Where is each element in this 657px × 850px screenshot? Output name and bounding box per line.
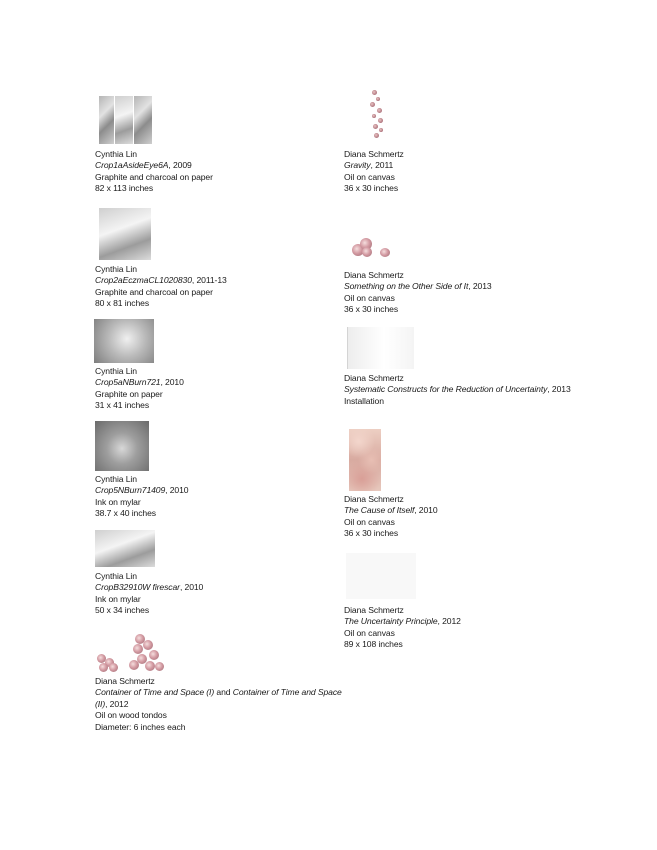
artwork-title: Systematic Constructs for the Reduction of Uncertainty xyxy=(344,384,548,395)
artwork-title: Crop5NBurn71409 xyxy=(95,485,166,496)
artwork-thumbnail-gravity xyxy=(362,88,392,144)
artist-name: Cynthia Lin xyxy=(95,474,137,484)
artwork-size: 82 x 113 inches xyxy=(95,183,154,194)
artwork-thumbnail-container-tondos xyxy=(95,632,165,674)
artwork-medium: Oil on canvas xyxy=(344,516,395,527)
artwork-thumbnail-cause xyxy=(349,429,381,491)
artwork-size: 31 x 41 inches xyxy=(95,400,150,411)
artwork-title: CropB32910W firescar xyxy=(95,582,180,593)
artwork-medium: Ink on mylar xyxy=(95,496,141,507)
artwork-thumbnail-something xyxy=(350,234,396,258)
artwork-thumbnail-uncertainty xyxy=(346,553,416,599)
artwork-entry xyxy=(95,264,227,310)
artwork-title: Crop2aEczmaCL1020830 xyxy=(95,275,192,286)
artist-name: Diana Schmertz xyxy=(344,149,404,159)
artwork-medium: Graphite and charcoal on paper xyxy=(95,286,213,297)
artwork-size: 89 x 108 inches xyxy=(344,639,403,650)
artwork-year: , 2010 xyxy=(160,377,184,388)
artwork-title: Gravity xyxy=(344,160,371,171)
title-joiner: and xyxy=(214,687,233,698)
artist-name: Cynthia Lin xyxy=(95,571,137,581)
artwork-medium: Oil on canvas xyxy=(344,292,395,303)
artwork-entry xyxy=(344,494,438,540)
artwork-title: The Cause of Itself xyxy=(344,505,415,516)
artwork-title: Crop5aNBurn721 xyxy=(95,377,161,388)
artist-name: Diana Schmertz xyxy=(344,494,404,504)
artwork-year: , 2011 xyxy=(370,160,394,171)
artwork-year: , 2010 xyxy=(165,485,189,496)
artwork-year: , 2012 xyxy=(437,616,461,627)
artwork-size: 38.7 x 40 inches xyxy=(95,508,156,519)
artwork-year: , 2009 xyxy=(168,160,192,171)
artwork-size: 80 x 81 inches xyxy=(95,298,150,309)
artwork-year: , 2010 xyxy=(179,582,204,593)
artwork-size: 36 x 30 inches xyxy=(344,183,399,194)
artwork-title-second: Container of Time and Space xyxy=(232,687,342,698)
artwork-thumbnail-crop1a xyxy=(99,96,167,144)
artist-name: Cynthia Lin xyxy=(95,149,137,159)
artwork-medium: Oil on canvas xyxy=(344,627,395,638)
artwork-entry-container xyxy=(95,676,342,733)
artwork-thumbnail-cropb32910w xyxy=(95,530,155,567)
artwork-size: Diameter: 6 inches each xyxy=(95,721,186,732)
artwork-year: , 2011-13 xyxy=(191,275,227,286)
artwork-title: Container of Time and Space (I) xyxy=(95,687,215,698)
artwork-entry xyxy=(95,571,203,617)
artwork-entry xyxy=(95,474,188,520)
artwork-thumbnail-crop5n xyxy=(95,421,149,471)
artwork-size: 36 x 30 inches xyxy=(344,304,399,315)
artwork-title: Something on the Other Side of It xyxy=(344,281,469,292)
artist-name: Diana Schmertz xyxy=(95,676,155,686)
artwork-title-second-cont: (II) xyxy=(95,698,106,709)
artwork-entry xyxy=(95,366,184,412)
artwork-thumbnail-crop5a xyxy=(94,319,154,363)
artist-name: Diana Schmertz xyxy=(344,270,404,280)
artwork-year: , 2012 xyxy=(105,698,129,709)
artwork-entry xyxy=(95,149,213,195)
artwork-entry xyxy=(344,373,571,407)
artist-name: Diana Schmertz xyxy=(344,605,404,615)
artwork-year: , 2013 xyxy=(547,384,571,395)
artist-name: Cynthia Lin xyxy=(95,366,137,376)
artwork-size: 50 x 34 inches xyxy=(95,605,150,616)
artwork-entry xyxy=(344,149,404,195)
artwork-entry xyxy=(344,605,461,651)
artwork-title: The Uncertainty Principle xyxy=(344,616,438,627)
artwork-thumbnail-crop2a xyxy=(99,208,151,260)
artist-name: Diana Schmertz xyxy=(344,373,404,383)
artist-name: Cynthia Lin xyxy=(95,264,137,274)
artwork-medium: Graphite on paper xyxy=(95,388,163,399)
artwork-medium: Graphite and charcoal on paper xyxy=(95,171,213,182)
artwork-medium: Oil on canvas xyxy=(344,171,395,182)
artwork-year: , 2013 xyxy=(468,281,492,292)
artwork-size: 36 x 30 inches xyxy=(344,528,399,539)
artwork-thumbnail-systematic xyxy=(347,327,414,369)
artwork-medium: Ink on mylar xyxy=(95,593,141,604)
artwork-medium: Oil on wood tondos xyxy=(95,710,167,721)
artwork-medium: Installation xyxy=(344,395,384,406)
artwork-title: Crop1aAsideEye6A xyxy=(95,160,169,171)
artwork-entry xyxy=(344,270,492,316)
artwork-year: , 2010 xyxy=(414,505,438,516)
